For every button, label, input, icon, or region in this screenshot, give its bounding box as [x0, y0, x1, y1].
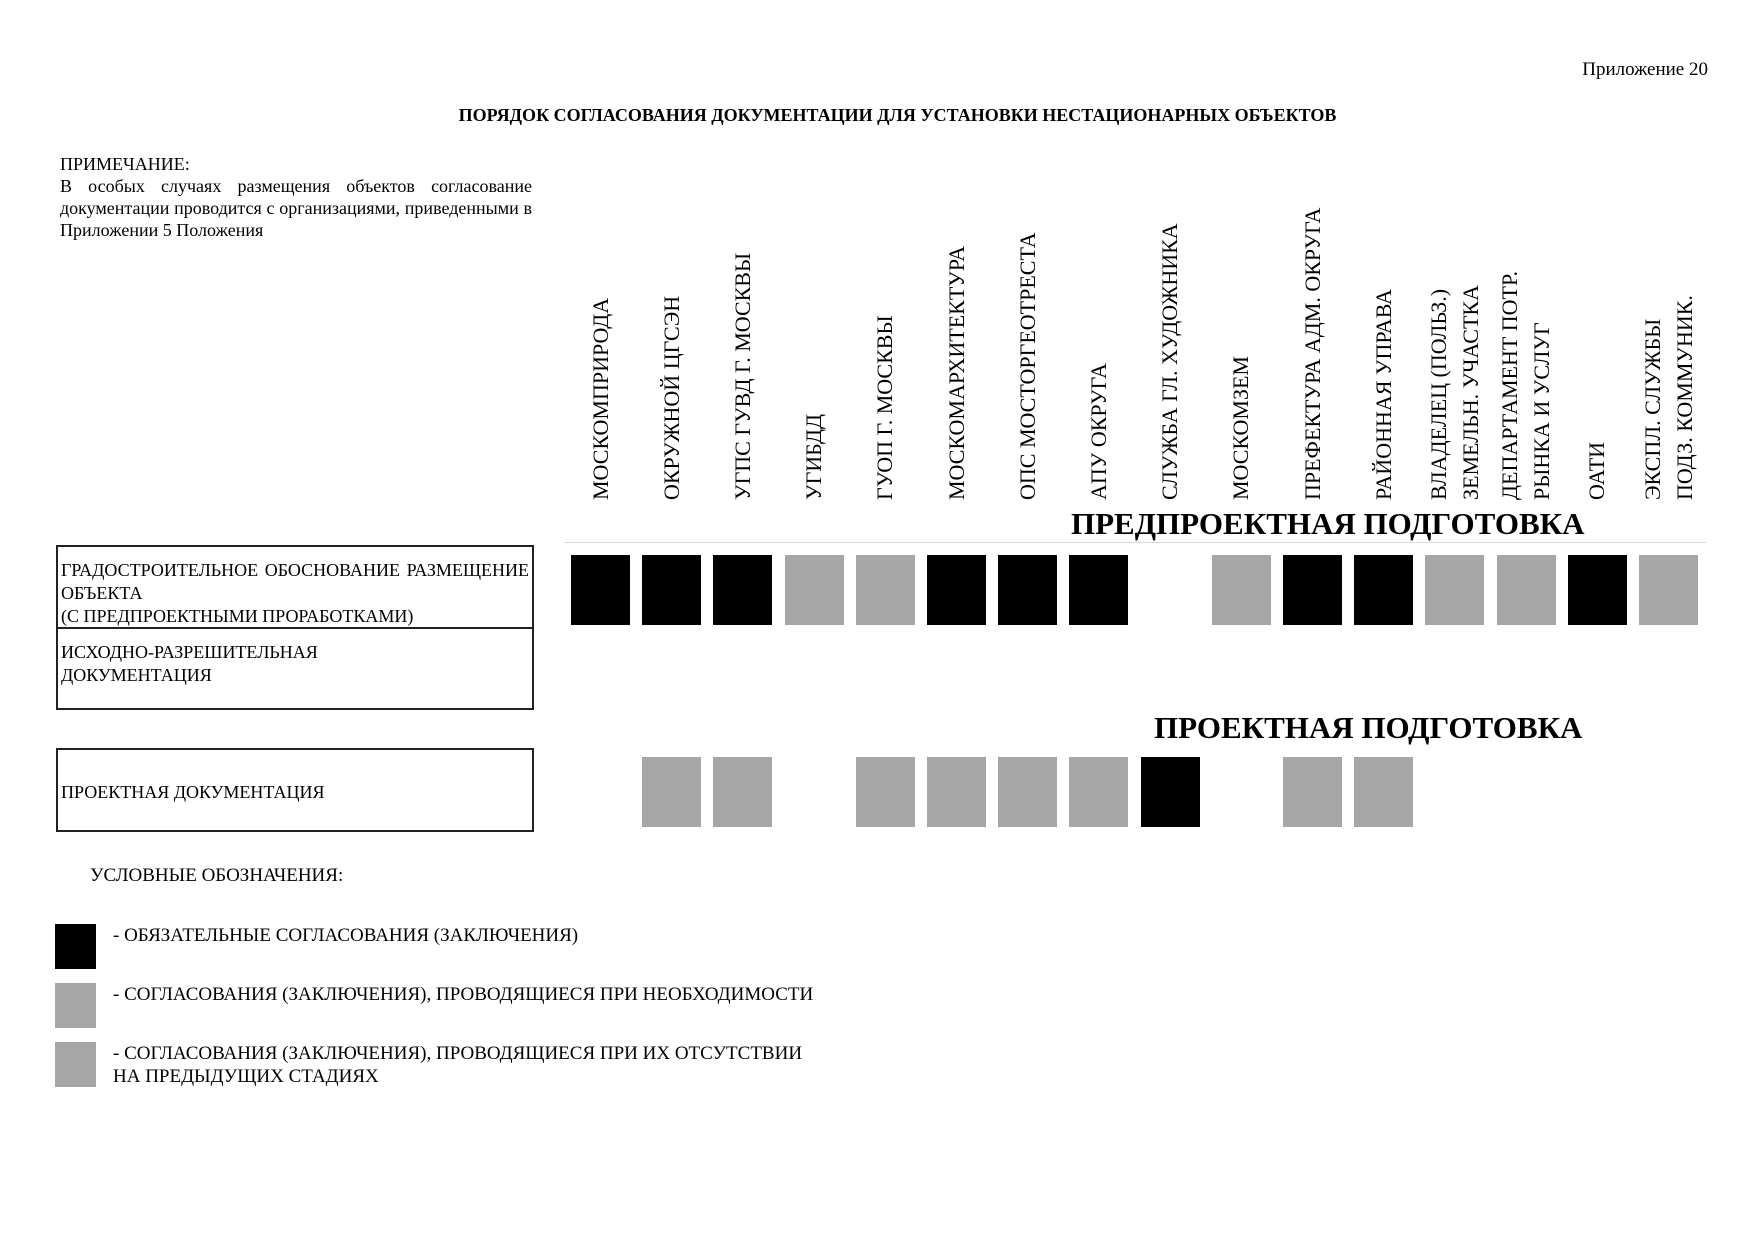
approval-cell-conditional: [1425, 555, 1484, 625]
approval-cell-mandatory: [1141, 757, 1200, 827]
approval-cell-conditional: [713, 757, 772, 827]
approval-cell-conditional: [998, 757, 1057, 827]
org-name-line: ПРЕФЕКТУРА АДМ. ОКРУГА: [1299, 207, 1325, 500]
org-name-line: ГУОП Г. МОСКВЫ: [872, 315, 898, 500]
org-name-line: ОКРУЖНОЙ ЦГСЭН: [658, 295, 684, 500]
org-name-line: АПУ ОКРУГА: [1085, 363, 1111, 500]
org-name-line: МОСКОМАРХИТЕКТУРА: [943, 245, 969, 500]
org-header: [1083, 363, 1115, 500]
appendix-label: Приложение 20: [1582, 59, 1708, 80]
org-name-line: ПОДЗ. КОММУНИК.: [1671, 295, 1697, 500]
approval-cell-mandatory: [642, 555, 701, 625]
stage-permits: [56, 627, 534, 710]
page-title: ПОРЯДОК СОГЛАСОВАНИЯ ДОКУМЕНТАЦИИ ДЛЯ УСТАНОВКИ НЕСТАЦИОНАРНЫХ ОБЪЕКТОВ: [458, 105, 1337, 125]
stage-title: ГРАДОСТРОИТЕЛЬНОЕ ОБОСНОВАНИЕ РАЗМЕЩЕНИЕ ОБЪЕКТА: [61, 560, 529, 603]
approval-cell-conditional: [1497, 555, 1556, 625]
approval-cell-conditional: [1069, 757, 1128, 827]
legend-line: - СОГЛАСОВАНИЯ (ЗАКЛЮЧЕНИЯ), ПРОВОДЯЩИЕСЯ ПРИ ИХ ОТСУТСТВИИ: [113, 1043, 803, 1064]
legend-line: - СОГЛАСОВАНИЯ (ЗАКЛЮЧЕНИЯ), ПРОВОДЯЩИЕСЯ ПРИ НЕОБХОДИМОСТИ: [113, 984, 814, 1005]
org-header: [1637, 295, 1701, 500]
org-name-line: УГПС ГУВД Г. МОСКВЫ: [729, 252, 755, 500]
org-header: [1494, 271, 1558, 500]
stage-title: ИСХОДНО-РАЗРЕШИТЕЛЬНАЯ ДОКУМЕНТАЦИЯ: [61, 642, 318, 685]
stage-urban-planning: [56, 545, 534, 629]
org-name-line: МОСКОМЗЕМ: [1228, 356, 1254, 500]
approval-cell-conditional: [1639, 555, 1698, 625]
approval-cell-mandatory: [998, 555, 1057, 625]
approval-cell-conditional: [785, 555, 844, 625]
approval-cell-mandatory: [1568, 555, 1627, 625]
org-header: [727, 253, 759, 500]
phase-heading-pre-project: ПРЕДПРОЕКТНАЯ ПОДГОТОВКА: [1071, 506, 1585, 541]
approval-cell-conditional: [642, 757, 701, 827]
approval-cell-conditional: [1212, 555, 1271, 625]
legend-swatch-absent: [55, 1042, 96, 1087]
approval-cell-mandatory: [1283, 555, 1342, 625]
org-header: [1012, 232, 1044, 500]
org-name-line: МОСКОМПРИРОДА: [587, 297, 613, 500]
org-name-line: ЗЕМЕЛЬН. УЧАСТКА: [1457, 285, 1483, 500]
approval-cell-conditional: [856, 757, 915, 827]
legend-text-absent: [113, 1042, 802, 1088]
stage-project-docs: [56, 748, 534, 832]
legend-swatch-conditional: [55, 983, 96, 1028]
note-heading: ПРИМЕЧАНИЕ:: [60, 154, 190, 174]
stage-subtitle: (С ПРЕДПРОЕКТНЫМИ ПРОРАБОТКАМИ): [61, 606, 414, 626]
approval-cell-mandatory: [571, 555, 630, 625]
org-header: [869, 315, 901, 500]
org-name-line: РАЙОННАЯ УПРАВА: [1370, 289, 1396, 500]
org-name-line: ЭКСПЛ. СЛУЖБЫ: [1639, 318, 1665, 500]
note-text: В особых случаях размещения объектов согласование документации проводится с организациями, приведенными в Приложении 5 Положения: [60, 176, 532, 240]
legend-text-conditional: [113, 983, 813, 1006]
legend-line: НА ПРЕДЫДУЩИХ СТАДИЯХ: [113, 1066, 379, 1087]
org-name-line: РЫНКА И УСЛУГ: [1529, 322, 1555, 500]
approval-cell-conditional: [927, 757, 986, 827]
org-header: [656, 296, 688, 500]
org-header: [1581, 442, 1613, 500]
approval-cell-mandatory: [1069, 555, 1128, 625]
org-header: [1297, 208, 1329, 500]
legend-text-mandatory: [113, 924, 578, 947]
org-header: [1423, 285, 1487, 500]
org-header: [798, 414, 830, 500]
approval-cell-conditional: [1283, 757, 1342, 827]
org-name-line: СЛУЖБА ГЛ. ХУДОЖНИКА: [1157, 223, 1183, 500]
approval-cell-mandatory: [713, 555, 772, 625]
legend-line: - ОБЯЗАТЕЛЬНЫЕ СОГЛАСОВАНИЯ (ЗАКЛЮЧЕНИЯ): [113, 925, 579, 946]
approval-cell-mandatory: [1354, 555, 1413, 625]
org-name-line: ВЛАДЕЛЕЦ (ПОЛЬЗ.): [1425, 288, 1451, 500]
org-header: [1225, 356, 1257, 500]
org-header: [1368, 289, 1400, 500]
org-header: [1154, 223, 1186, 500]
org-header: [585, 298, 617, 500]
note-block: [60, 153, 532, 241]
org-name-line: ДЕПАРТАМЕНТ ПОТР.: [1497, 271, 1523, 500]
header-divider: [564, 542, 1706, 543]
approval-cell-conditional: [1354, 757, 1413, 827]
stage-title: ПРОЕКТНАЯ ДОКУМЕНТАЦИЯ: [61, 782, 325, 802]
org-name-line: ОАТИ: [1584, 441, 1610, 500]
legend-swatch-mandatory: [55, 924, 96, 969]
phase-heading-project: ПРОЕКТНАЯ ПОДГОТОВКА: [1154, 710, 1583, 745]
org-header: [941, 246, 973, 500]
legend-title: УСЛОВНЫЕ ОБОЗНАЧЕНИЯ:: [90, 865, 344, 886]
approval-cell-mandatory: [927, 555, 986, 625]
org-name-line: УГИБДД: [801, 414, 827, 500]
org-name-line: ОПС МОСТОРГЕОТРЕСТА: [1014, 232, 1040, 500]
approval-cell-conditional: [856, 555, 915, 625]
